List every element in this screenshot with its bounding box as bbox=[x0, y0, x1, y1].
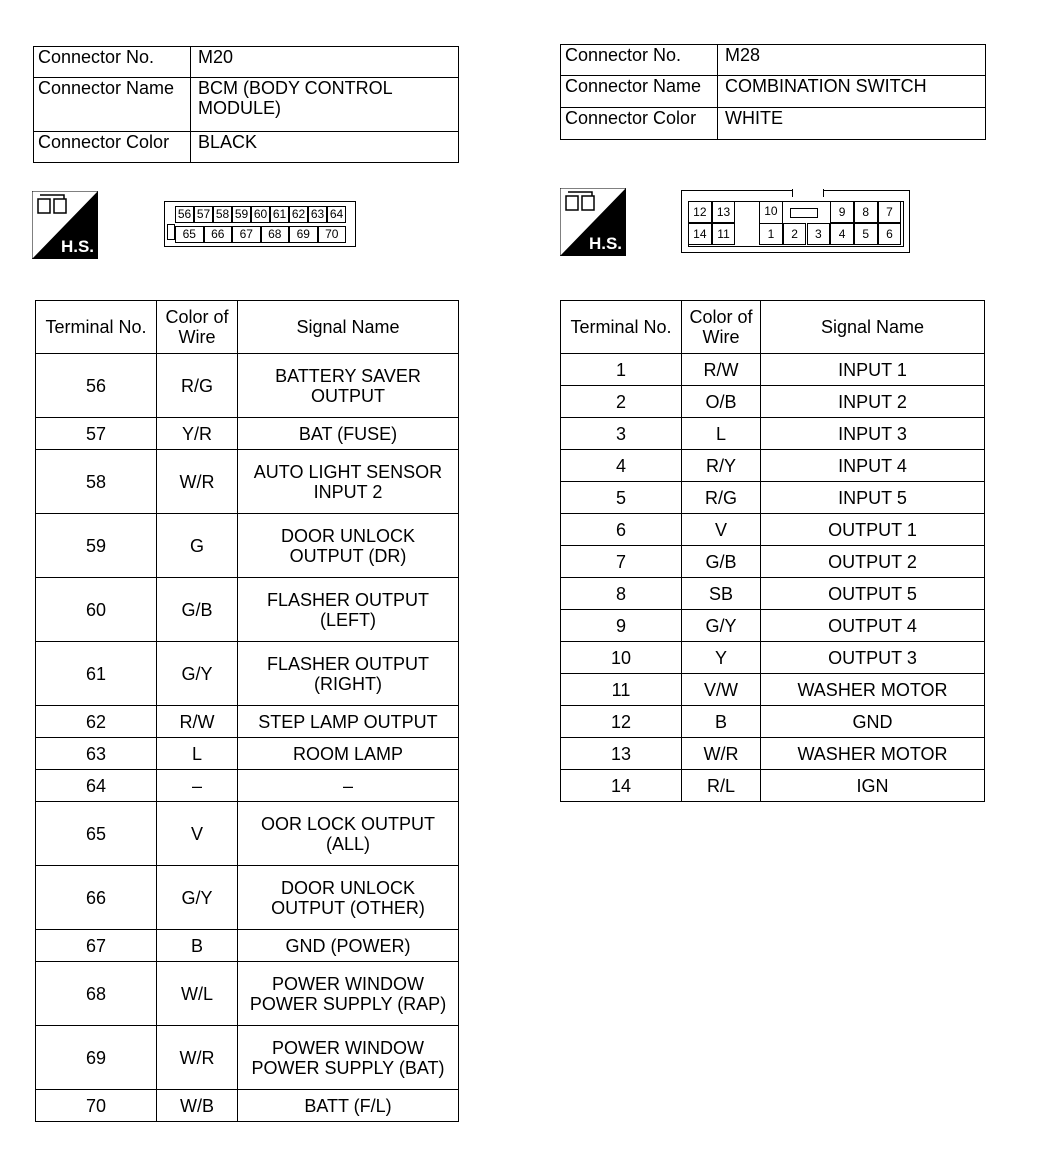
harness-side-icon bbox=[560, 188, 626, 256]
table-row bbox=[36, 1090, 459, 1122]
left-connector-info bbox=[33, 46, 459, 163]
connector-name-value: COMBINATION SWITCH bbox=[718, 76, 986, 108]
terminal-header: Terminal No. bbox=[561, 301, 682, 354]
table-row bbox=[561, 450, 985, 482]
connector-no-label: Connector No. bbox=[561, 45, 718, 76]
connector-name-value: BCM (BODY CONTROL MODULE) bbox=[191, 78, 459, 132]
terminal-no: 60 bbox=[36, 578, 157, 642]
connector-pin: 9 bbox=[830, 201, 854, 223]
signal-name: BAT (FUSE) bbox=[238, 418, 459, 450]
wire-color: R/G bbox=[157, 354, 238, 418]
connector-pin: 3 bbox=[807, 223, 831, 245]
connector-face-m20 bbox=[164, 201, 356, 247]
connector-color-label: Connector Color bbox=[561, 108, 718, 140]
signal-name: WASHER MOTOR bbox=[761, 738, 985, 770]
table-row bbox=[561, 706, 985, 738]
wire-color: SB bbox=[682, 578, 761, 610]
connector-face-m28 bbox=[681, 190, 910, 253]
wire-color: G/Y bbox=[157, 642, 238, 706]
table-row bbox=[561, 546, 985, 578]
connector-no-value: M20 bbox=[191, 47, 459, 78]
wire-color: R/W bbox=[157, 706, 238, 738]
wire-color: – bbox=[157, 770, 238, 802]
table-row bbox=[36, 738, 459, 770]
connector-pin: 61 bbox=[270, 206, 289, 223]
terminal-no: 3 bbox=[561, 418, 682, 450]
wire-color: G bbox=[157, 514, 238, 578]
signal-name: POWER WINDOW POWER SUPPLY (BAT) bbox=[238, 1026, 459, 1090]
signal-name: DOOR UNLOCK OUTPUT (OTHER) bbox=[238, 866, 459, 930]
table-row bbox=[36, 450, 459, 514]
connector-pin: 4 bbox=[830, 223, 854, 245]
signal-name: INPUT 5 bbox=[761, 482, 985, 514]
connector-pin: 63 bbox=[308, 206, 327, 223]
table-row bbox=[36, 866, 459, 930]
table-row bbox=[561, 770, 985, 802]
signal-header: Signal Name bbox=[761, 301, 985, 354]
terminal-no: 1 bbox=[561, 354, 682, 386]
connector-pin: 70 bbox=[318, 226, 347, 243]
wire-color: W/R bbox=[682, 738, 761, 770]
terminal-no: 67 bbox=[36, 930, 157, 962]
signal-name: OUTPUT 2 bbox=[761, 546, 985, 578]
connector-pin: 56 bbox=[175, 206, 194, 223]
table-row bbox=[36, 418, 459, 450]
connector-pin: 12 bbox=[688, 201, 712, 223]
signal-name: INPUT 3 bbox=[761, 418, 985, 450]
terminal-no: 12 bbox=[561, 706, 682, 738]
table-row bbox=[36, 642, 459, 706]
table-row bbox=[36, 1026, 459, 1090]
connector-pin: 6 bbox=[878, 223, 902, 245]
connector-pin: 7 bbox=[878, 201, 902, 223]
connector-pin: 8 bbox=[854, 201, 878, 223]
signal-name: INPUT 4 bbox=[761, 450, 985, 482]
signal-name: OUTPUT 5 bbox=[761, 578, 985, 610]
wire-color: V bbox=[157, 802, 238, 866]
table-row bbox=[561, 354, 985, 386]
table-row bbox=[36, 578, 459, 642]
signal-name: WASHER MOTOR bbox=[761, 674, 985, 706]
table-row bbox=[36, 930, 459, 962]
table-row bbox=[561, 674, 985, 706]
table-row bbox=[36, 802, 459, 866]
hs-label: H.S. bbox=[588, 234, 622, 253]
terminal-no: 56 bbox=[36, 354, 157, 418]
signal-name: ROOM LAMP bbox=[238, 738, 459, 770]
terminal-no: 62 bbox=[36, 706, 157, 738]
wire-color: R/L bbox=[682, 770, 761, 802]
color-header: Color of Wire bbox=[682, 301, 761, 354]
table-row bbox=[36, 514, 459, 578]
connector-pin: 65 bbox=[175, 226, 204, 243]
connector-pin: 10 bbox=[759, 201, 783, 223]
signal-name: DOOR UNLOCK OUTPUT (DR) bbox=[238, 514, 459, 578]
connector-pin: 1 bbox=[759, 223, 783, 245]
table-row bbox=[561, 514, 985, 546]
wire-color: R/Y bbox=[682, 450, 761, 482]
wire-color: B bbox=[157, 930, 238, 962]
wire-color: W/R bbox=[157, 1026, 238, 1090]
terminal-no: 2 bbox=[561, 386, 682, 418]
signal-name: – bbox=[238, 770, 459, 802]
terminal-no: 57 bbox=[36, 418, 157, 450]
signal-name: AUTO LIGHT SENSOR INPUT 2 bbox=[238, 450, 459, 514]
wire-color: V bbox=[682, 514, 761, 546]
table-row bbox=[561, 578, 985, 610]
signal-name: POWER WINDOW POWER SUPPLY (RAP) bbox=[238, 962, 459, 1026]
signal-name: GND (POWER) bbox=[238, 930, 459, 962]
right-terminal-table bbox=[560, 300, 985, 802]
terminal-no: 58 bbox=[36, 450, 157, 514]
right-connector-info bbox=[560, 44, 986, 140]
terminal-no: 8 bbox=[561, 578, 682, 610]
terminal-header: Terminal No. bbox=[36, 301, 157, 354]
connector-color-value: BLACK bbox=[191, 132, 459, 163]
color-header: Color of Wire bbox=[157, 301, 238, 354]
signal-name: OUTPUT 4 bbox=[761, 610, 985, 642]
table-row bbox=[561, 610, 985, 642]
left-terminal-table bbox=[35, 300, 459, 1122]
signal-name: OUTPUT 3 bbox=[761, 642, 985, 674]
connector-pin: 68 bbox=[261, 226, 290, 243]
table-row bbox=[36, 770, 459, 802]
connector-pin: 14 bbox=[688, 223, 712, 245]
wire-color: W/B bbox=[157, 1090, 238, 1122]
table-row bbox=[561, 386, 985, 418]
table-row bbox=[561, 482, 985, 514]
terminal-no: 10 bbox=[561, 642, 682, 674]
wire-color: L bbox=[157, 738, 238, 770]
connector-latch bbox=[792, 189, 824, 197]
terminal-no: 13 bbox=[561, 738, 682, 770]
terminal-no: 63 bbox=[36, 738, 157, 770]
connector-pin: 13 bbox=[712, 201, 736, 223]
wire-color: W/R bbox=[157, 450, 238, 514]
wire-color: W/L bbox=[157, 962, 238, 1026]
terminal-no: 65 bbox=[36, 802, 157, 866]
wire-color: G/Y bbox=[682, 610, 761, 642]
signal-header: Signal Name bbox=[238, 301, 459, 354]
signal-name: STEP LAMP OUTPUT bbox=[238, 706, 459, 738]
wire-color: G/B bbox=[157, 578, 238, 642]
connector-pin: 62 bbox=[289, 206, 308, 223]
terminal-no: 64 bbox=[36, 770, 157, 802]
signal-name: BATT (F/L) bbox=[238, 1090, 459, 1122]
terminal-no: 66 bbox=[36, 866, 157, 930]
signal-name: FLASHER OUTPUT (LEFT) bbox=[238, 578, 459, 642]
table-row bbox=[36, 962, 459, 1026]
connector-pin: 11 bbox=[712, 223, 736, 245]
signal-name: GND bbox=[761, 706, 985, 738]
wire-color: Y/R bbox=[157, 418, 238, 450]
connector-color-label: Connector Color bbox=[34, 132, 191, 163]
signal-name: FLASHER OUTPUT (RIGHT) bbox=[238, 642, 459, 706]
connector-pin: 69 bbox=[289, 226, 318, 243]
wire-color: G/B bbox=[682, 546, 761, 578]
terminal-no: 9 bbox=[561, 610, 682, 642]
connector-name-label: Connector Name bbox=[34, 78, 191, 132]
connector-pin: 57 bbox=[194, 206, 213, 223]
signal-name: OUTPUT 1 bbox=[761, 514, 985, 546]
wire-color: G/Y bbox=[157, 866, 238, 930]
table-row bbox=[561, 738, 985, 770]
signal-name: INPUT 1 bbox=[761, 354, 985, 386]
terminal-no: 7 bbox=[561, 546, 682, 578]
table-row bbox=[561, 418, 985, 450]
terminal-no: 59 bbox=[36, 514, 157, 578]
terminal-no: 11 bbox=[561, 674, 682, 706]
table-row bbox=[36, 706, 459, 738]
terminal-no: 61 bbox=[36, 642, 157, 706]
connector-name-label: Connector Name bbox=[561, 76, 718, 108]
terminal-no: 14 bbox=[561, 770, 682, 802]
table-row bbox=[36, 354, 459, 418]
wire-color: V/W bbox=[682, 674, 761, 706]
signal-name: BATTERY SAVER OUTPUT bbox=[238, 354, 459, 418]
signal-name: INPUT 2 bbox=[761, 386, 985, 418]
connector-pin: 64 bbox=[327, 206, 346, 223]
wire-color: Y bbox=[682, 642, 761, 674]
connector-no-value: M28 bbox=[718, 45, 986, 76]
connector-color-value: WHITE bbox=[718, 108, 986, 140]
terminal-no: 70 bbox=[36, 1090, 157, 1122]
terminal-no: 69 bbox=[36, 1026, 157, 1090]
connector-pin: 60 bbox=[251, 206, 270, 223]
connector-pin: 2 bbox=[783, 223, 807, 245]
connector-pin: 67 bbox=[232, 226, 261, 243]
terminal-no: 5 bbox=[561, 482, 682, 514]
hs-label: H.S. bbox=[60, 237, 94, 256]
wire-color: B bbox=[682, 706, 761, 738]
connector-pin: 58 bbox=[213, 206, 232, 223]
wire-color: L bbox=[682, 418, 761, 450]
connector-pin: 5 bbox=[854, 223, 878, 245]
connector-pin: 59 bbox=[232, 206, 251, 223]
wire-color: R/G bbox=[682, 482, 761, 514]
terminal-no: 4 bbox=[561, 450, 682, 482]
wire-color: R/W bbox=[682, 354, 761, 386]
connector-pin: 66 bbox=[204, 226, 233, 243]
wire-color: O/B bbox=[682, 386, 761, 418]
table-row bbox=[561, 642, 985, 674]
signal-name: IGN bbox=[761, 770, 985, 802]
signal-name: OOR LOCK OUTPUT (ALL) bbox=[238, 802, 459, 866]
connector-no-label: Connector No. bbox=[34, 47, 191, 78]
terminal-no: 68 bbox=[36, 962, 157, 1026]
terminal-no: 6 bbox=[561, 514, 682, 546]
harness-side-icon bbox=[32, 191, 98, 259]
